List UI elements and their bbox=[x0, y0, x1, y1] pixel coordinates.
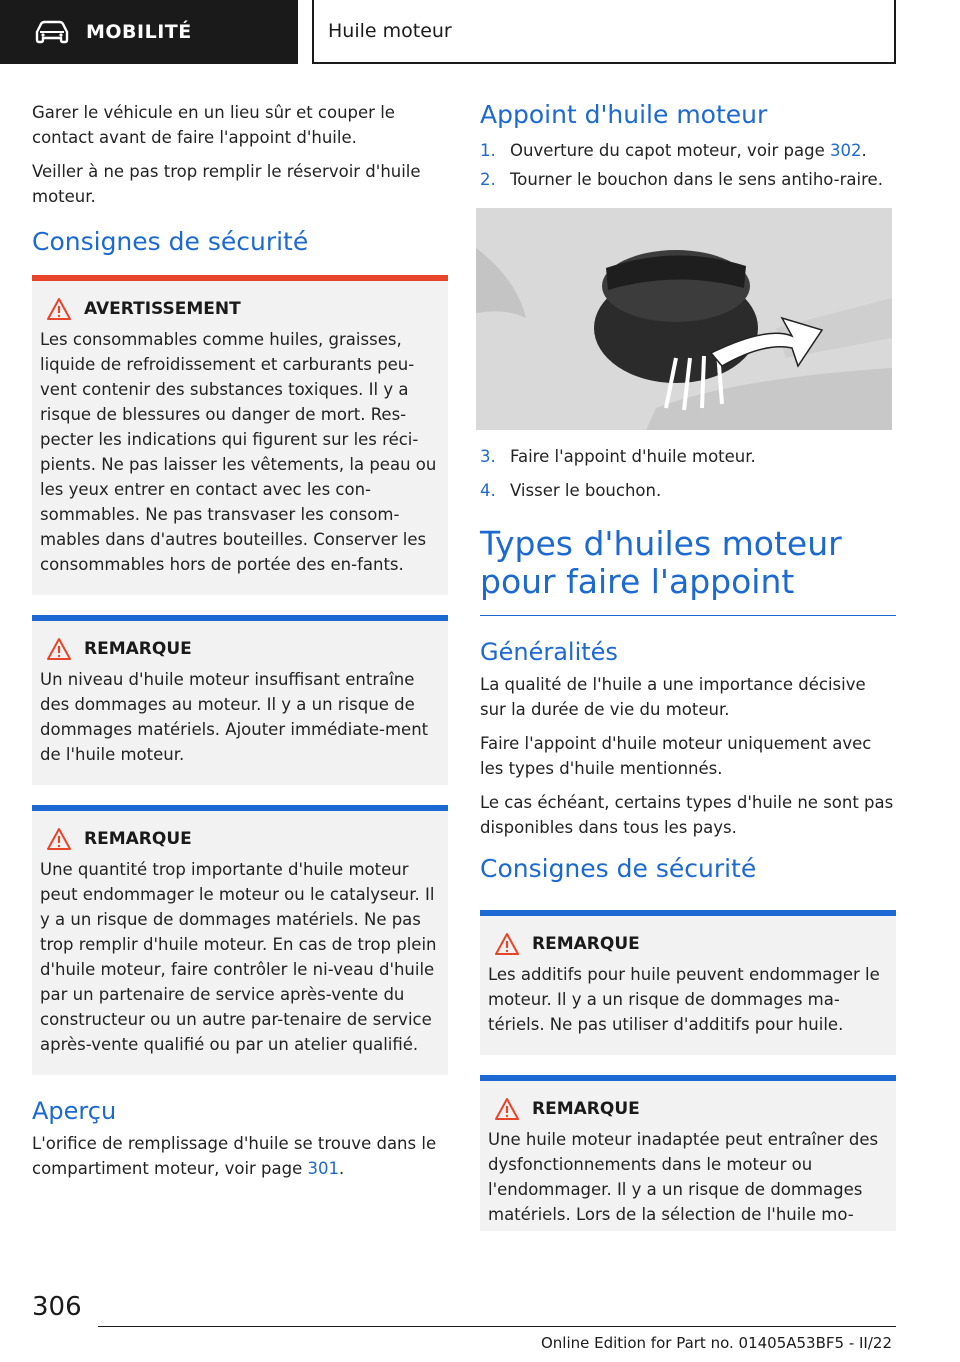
note-text: Les additifs pour huile peuvent endommager le moteur. Il y a un risque de dommages ma-tériels. Ne pas utiliser d'additifs pour huile. bbox=[488, 965, 880, 1034]
step-item bbox=[480, 444, 896, 469]
steps-list-b bbox=[480, 444, 896, 503]
left-column bbox=[32, 100, 448, 1190]
step-number: 2. bbox=[480, 170, 496, 189]
intro-paragraph-1: Garer le véhicule en un lieu sûr et couper le contact avant de faire l'appoint d'huile. bbox=[32, 103, 395, 147]
step-item bbox=[480, 138, 896, 163]
note-box-3 bbox=[480, 910, 896, 1055]
general-heading: Généralités bbox=[480, 638, 618, 666]
general-paragraph-1: La qualité de l'huile a une importance décisive sur la durée de vie du moteur. bbox=[480, 675, 866, 719]
note-text: Une quantité trop importante d'huile moteur peut endommager le moteur ou le catalyseur. Il y a un risque de dommages matériels. Ne pas trop remplir d'huile moteur. En cas de trop plein d'huile moteur, faire contrôler le ni-veau d'huile par un partenaire de service après-vente du constructeur ou un autre par-tenaire de service après-vente qualifié ou par un atelier qualifié. bbox=[40, 860, 437, 1054]
chapter-tab bbox=[312, 0, 896, 64]
note-box-1 bbox=[32, 615, 448, 785]
overview-text: L'orifice de remplissage d'huile se trouve dans le compartiment moteur, voir page bbox=[32, 1134, 437, 1178]
page-footer bbox=[32, 1292, 896, 1352]
oil-types-heading: Types d'huiles moteur pour faire l'appoint bbox=[480, 524, 842, 601]
step-number: 1. bbox=[480, 141, 496, 160]
page-link-302[interactable]: 302 bbox=[829, 141, 862, 160]
right-column bbox=[480, 100, 896, 1231]
step-item bbox=[480, 167, 896, 192]
warning-box bbox=[32, 275, 448, 595]
warning-text: Les consommables comme huiles, graisses, liquide de refroidissement et carburants peu-vent contenir des substances toxiques. Il y a risque de blessures ou danger de mort. Res-pecter les indications qui figurent sur les réci-pients. Ne pas laisser les vêtements, la peau ou les yeux entrer en contact avec les con-sommables. Ne pas transvaser les consom-mables dans d'autres bouteilles. Conserver les consommables hors de portée des en-fants. bbox=[40, 330, 437, 574]
general-paragraph-2: Faire l'appoint d'huile moteur uniquement avec les types d'huile mentionnés. bbox=[480, 734, 872, 778]
step-number: 4. bbox=[480, 481, 496, 500]
page-link-301[interactable]: 301 bbox=[307, 1159, 340, 1178]
general-paragraph-3: Le cas échéant, certains types d'huile ne sont pas disponibles dans tous les pays. bbox=[480, 793, 894, 837]
safety-heading-2: Consignes de sécurité bbox=[480, 854, 757, 883]
intro-paragraph-2: Veiller à ne pas trop remplir le réservoir d'huile moteur. bbox=[32, 162, 421, 206]
note-title: REMARQUE bbox=[532, 1099, 640, 1119]
chapter-title: Huile moteur bbox=[328, 20, 452, 42]
edition-note: Online Edition for Part no. 01405A53BF5 - II/22 bbox=[540, 1334, 892, 1352]
topup-heading: Appoint d'huile moteur bbox=[480, 100, 768, 129]
overview-end: . bbox=[339, 1159, 345, 1178]
note-text: Une huile moteur inadaptée peut entraîner des dysfonctionnements dans le moteur ou l'endommager. Il y a un risque de dommages matériels. Lors de la sélection de l'huile mo- bbox=[488, 1130, 879, 1224]
section-title: MOBILITÉ bbox=[86, 21, 192, 43]
footer-rule bbox=[98, 1326, 896, 1327]
note-box-2 bbox=[32, 805, 448, 1075]
section-tab bbox=[0, 0, 298, 64]
step-text-body: Ouverture du capot moteur, voir page bbox=[510, 141, 830, 160]
page-number: 306 bbox=[32, 1292, 82, 1322]
notice-triangle-icon bbox=[46, 827, 72, 851]
note-text: Un niveau d'huile moteur insuffisant entraîne des dommages au moteur. Il y a un risque de dommages matériels. Ajouter immédiate-ment de l'huile moteur. bbox=[40, 670, 429, 764]
notice-triangle-icon bbox=[494, 1097, 520, 1121]
note-box-4 bbox=[480, 1075, 896, 1231]
warning-title: AVERTISSEMENT bbox=[84, 299, 241, 319]
note-title: REMARQUE bbox=[84, 639, 192, 659]
note-title: REMARQUE bbox=[84, 829, 192, 849]
step-item bbox=[480, 478, 896, 503]
notice-triangle-icon bbox=[46, 637, 72, 661]
step-text: Visser le bouchon. bbox=[510, 481, 662, 500]
heading-rule bbox=[480, 615, 896, 616]
note-title: REMARQUE bbox=[532, 934, 640, 954]
step-text bbox=[510, 138, 867, 163]
step-text-end: . bbox=[861, 141, 867, 160]
car-icon bbox=[34, 20, 70, 44]
step-text: Faire l'appoint d'huile moteur. bbox=[510, 447, 756, 466]
oil-cap-illustration bbox=[476, 208, 892, 430]
notice-triangle-icon bbox=[494, 932, 520, 956]
safety-heading: Consignes de sécurité bbox=[32, 227, 309, 256]
warning-triangle-icon bbox=[46, 297, 72, 321]
overview-paragraph bbox=[32, 1131, 448, 1181]
step-text: Tourner le bouchon dans le sens antiho-raire. bbox=[510, 170, 883, 189]
overview-heading: Aperçu bbox=[32, 1097, 117, 1125]
steps-list-a bbox=[480, 138, 896, 192]
oil-cap-drawing bbox=[476, 208, 892, 430]
step-number: 3. bbox=[480, 447, 496, 466]
